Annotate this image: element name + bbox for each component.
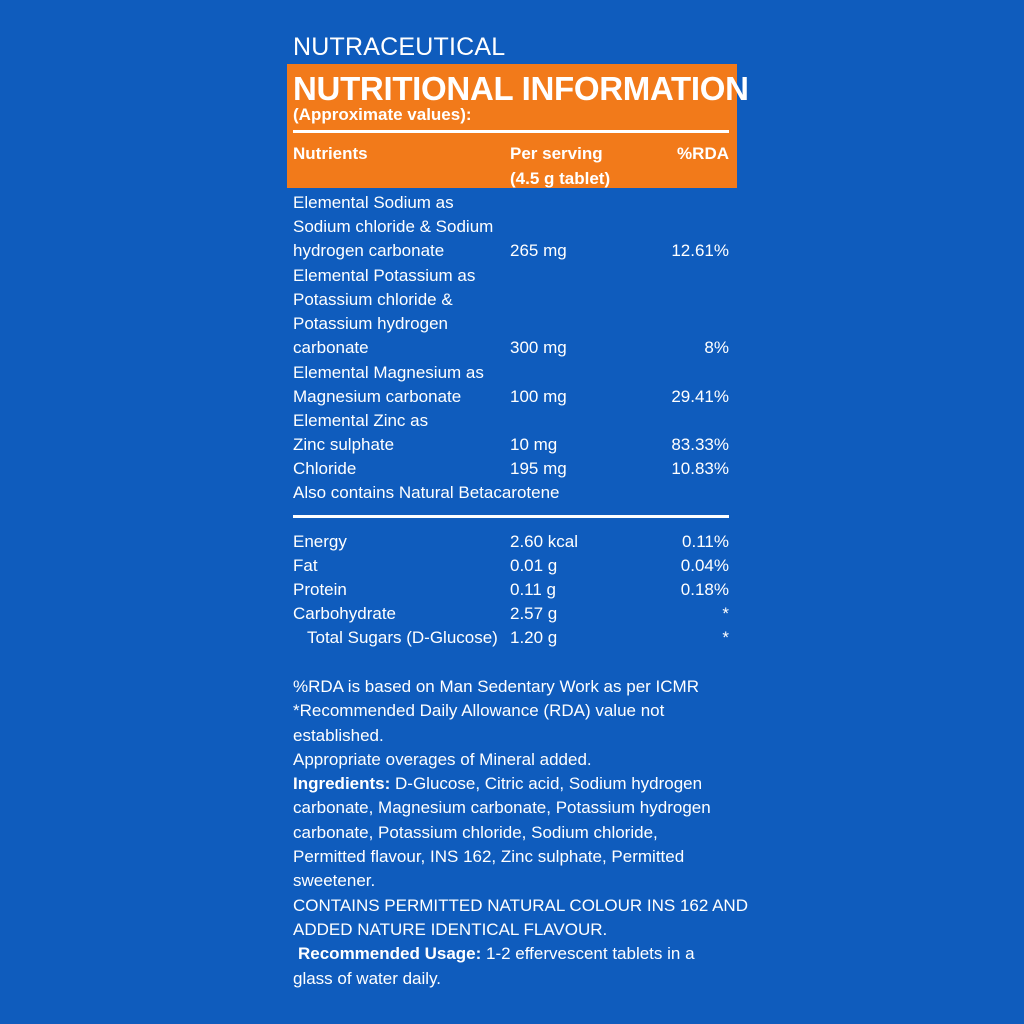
nutrient-name: Elemental Magnesium as: [293, 363, 484, 382]
nutrient-rda: 0.11%: [682, 532, 729, 551]
column-header-serving: [510, 141, 610, 191]
ingredients-line4: Permitted flavour, INS 162, Zinc sulphate, Permitted: [293, 847, 685, 867]
nutrient-rda: 10.83%: [671, 459, 729, 478]
nutrient-rda: *: [722, 604, 729, 623]
section-divider: [293, 515, 729, 518]
nutrient-name: carbonate: [293, 338, 369, 357]
colour-note-line1: CONTAINS PERMITTED NATURAL COLOUR INS 162 AND: [293, 895, 748, 915]
overages-note: Appropriate overages of Mineral added.: [293, 749, 592, 769]
rda-note-line1: *Recommended Daily Allowance (RDA) value not: [293, 701, 665, 721]
nutrient-rda: 8%: [704, 338, 729, 357]
usage-label: Recommended Usage:: [298, 944, 482, 964]
nutrient-amount: 195 mg: [510, 459, 567, 478]
ingredients-line5: sweetener.: [293, 871, 376, 891]
nutrient-rda: 83.33%: [671, 435, 729, 454]
column-header-serving-line1: Per serving: [510, 144, 603, 163]
column-header-serving-line2: (4.5 g tablet): [510, 169, 611, 188]
rda-basis-note: %RDA is based on Man Sedentary Work as per ICMR: [293, 677, 699, 696]
nutrient-rda: 0.18%: [680, 580, 729, 599]
nutrient-rda: 0.04%: [680, 556, 729, 575]
nutrient-name: Carbohydrate: [293, 604, 397, 623]
nutrient-amount: 1.20 g: [510, 628, 558, 647]
nutrient-name: Chloride: [293, 459, 357, 478]
rda-note-line2: established.: [293, 725, 384, 745]
header-divider: [293, 130, 729, 133]
nutrient-amount: 100 mg: [510, 387, 567, 406]
nutrient-name: Elemental Potassium as: [293, 266, 476, 285]
nutrition-subtitle: (Approximate values):: [293, 105, 472, 124]
nutrient-name: Fat: [293, 556, 318, 575]
nutrient-name: hydrogen carbonate: [293, 241, 445, 260]
nutrient-name: Zinc sulphate: [293, 435, 395, 454]
nutrient-name: Potassium hydrogen: [293, 314, 448, 333]
ingredients-text: D-Glucose, Citric acid, Sodium hydrogen: [390, 774, 703, 794]
nutrient-name: Elemental Sodium as: [293, 193, 454, 212]
nutrient-name: Potassium chloride &: [293, 290, 453, 309]
nutrient-amount: 0.01 g: [510, 556, 558, 575]
nutrient-name: Protein: [293, 580, 347, 599]
nutrient-rda: 12.61%: [671, 241, 729, 260]
nutrient-name: Total Sugars (D-Glucose): [307, 628, 498, 647]
nutrition-title: NUTRITIONAL INFORMATION: [293, 70, 749, 107]
nutrient-name: Magnesium carbonate: [293, 387, 462, 406]
ingredients-label: Ingredients:: [293, 774, 391, 794]
footnotes: [293, 675, 748, 991]
brand-label: NUTRACEUTICAL: [293, 33, 506, 61]
nutrient-rda: *: [722, 628, 729, 647]
colour-note-line2: ADDED NATURE IDENTICAL FLAVOUR.: [293, 919, 608, 939]
ingredients-line1: [293, 772, 748, 796]
nutrient-name: Energy: [293, 532, 347, 551]
nutrient-amount: 0.11 g: [510, 580, 557, 599]
nutrient-amount: 10 mg: [510, 435, 558, 454]
nutrient-amount: 265 mg: [510, 241, 567, 260]
usage-text: 1-2 effervescent tablets in a: [481, 944, 695, 964]
nutrient-amount: 300 mg: [510, 338, 567, 357]
nutrient-amount: 2.57 g: [510, 604, 558, 623]
nutrient-rda: 29.41%: [671, 387, 729, 406]
column-header-rda: %RDA: [677, 144, 729, 163]
nutrient-amount: 2.60 kcal: [510, 532, 579, 551]
usage-line2: glass of water daily.: [293, 968, 442, 988]
ingredients-line2: carbonate, Magnesium carbonate, Potassium hydrogen: [293, 798, 711, 818]
nutrient-name: Elemental Zinc as: [293, 411, 429, 430]
nutrient-name: Sodium chloride & Sodium: [293, 217, 494, 236]
usage-line1: [293, 942, 748, 966]
ingredients-line3: carbonate, Potassium chloride, Sodium chloride,: [293, 822, 658, 842]
column-header-nutrients: Nutrients: [293, 144, 368, 163]
nutrition-header: [287, 64, 749, 188]
betacarotene-text: Also contains Natural Betacarotene: [293, 483, 560, 502]
